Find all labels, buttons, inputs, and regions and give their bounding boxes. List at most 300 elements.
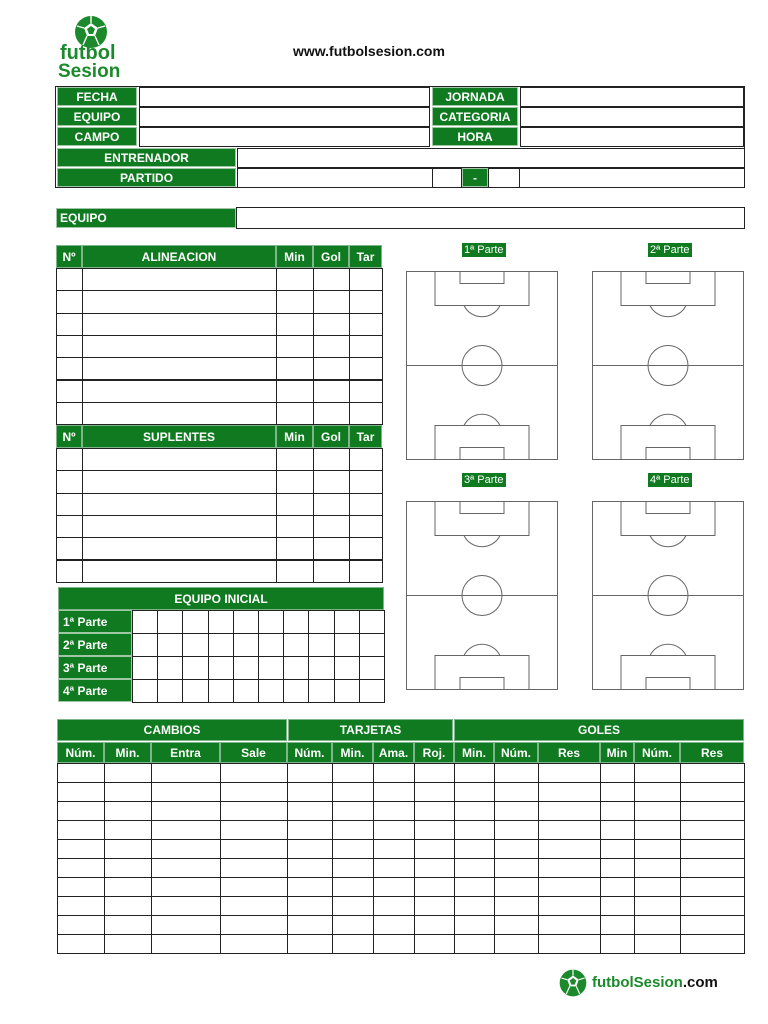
events-cell[interactable] [494, 915, 539, 935]
events-cell[interactable] [494, 934, 539, 954]
events-cell[interactable] [287, 839, 333, 859]
events-cell[interactable] [151, 896, 221, 916]
equipo-inicial-cell[interactable] [132, 656, 158, 680]
events-cell[interactable] [680, 801, 745, 821]
table-cell-num[interactable] [56, 380, 83, 403]
equipo-inicial-cell[interactable] [208, 610, 234, 634]
events-cell[interactable] [57, 782, 105, 802]
events-cell[interactable] [287, 896, 333, 916]
table-cell-tar[interactable] [349, 268, 383, 291]
events-cell[interactable] [220, 820, 288, 840]
events-cell[interactable] [600, 801, 635, 821]
cambios-header: CAMBIOS [57, 719, 287, 741]
events-cell[interactable] [332, 839, 374, 859]
equipo-inicial-cell[interactable] [233, 633, 259, 657]
events-cell[interactable] [600, 934, 635, 954]
events-cell[interactable] [220, 896, 288, 916]
events-cell[interactable] [287, 915, 333, 935]
equipo-inicial-cell[interactable] [359, 656, 385, 680]
equipo-inicial-title: EQUIPO INICIAL [58, 587, 384, 610]
events-cell[interactable] [494, 801, 539, 821]
partido-home-field[interactable] [237, 168, 433, 188]
events-cell[interactable] [220, 877, 288, 897]
equipo-inicial-cell[interactable] [208, 679, 234, 703]
events-cell[interactable] [151, 915, 221, 935]
events-cell[interactable] [287, 877, 333, 897]
events-col-header: Sale [220, 742, 287, 763]
table-cell-min[interactable] [276, 313, 314, 336]
events-cell[interactable] [151, 839, 221, 859]
events-cell[interactable] [104, 839, 152, 859]
events-cell[interactable] [57, 801, 105, 821]
table-cell-gol[interactable] [313, 290, 350, 313]
events-cell[interactable] [538, 915, 601, 935]
events-cell[interactable] [332, 915, 374, 935]
events-col-header: Min [600, 742, 634, 763]
alineacion-tar-header: Tar [349, 245, 382, 268]
equipo-inicial-cell[interactable] [208, 656, 234, 680]
table-cell-tar[interactable] [349, 380, 383, 403]
footer-brand [558, 968, 748, 998]
field-label-4: 4ª Parte [650, 474, 690, 486]
partido-home-score[interactable] [432, 168, 462, 188]
table-cell-num[interactable] [56, 290, 83, 313]
events-cell[interactable] [414, 915, 455, 935]
table-cell-tar[interactable] [349, 313, 383, 336]
table-cell-gol[interactable] [313, 268, 350, 291]
equipo-inicial-cell[interactable] [308, 610, 334, 634]
table-cell-tar[interactable] [349, 357, 383, 380]
equipo-inicial-cell[interactable] [334, 679, 360, 703]
events-cell[interactable] [414, 839, 455, 859]
alineacion-num-header: Nº [56, 245, 82, 268]
table-cell-name[interactable] [82, 515, 277, 538]
events-cell[interactable] [332, 782, 374, 802]
events-cell[interactable] [220, 763, 288, 783]
equipo-inicial-row-label: 2ª Parte [58, 633, 132, 656]
campo-field[interactable] [139, 127, 430, 147]
events-cell[interactable] [414, 763, 455, 783]
events-cell[interactable] [220, 782, 288, 802]
events-cell[interactable] [104, 858, 152, 878]
events-cell[interactable] [634, 896, 681, 916]
table-cell-min[interactable] [276, 357, 314, 380]
events-cell[interactable] [414, 896, 455, 916]
table-cell-num[interactable] [56, 357, 83, 380]
soccer-pitch-diagram[interactable] [406, 271, 558, 460]
footer-brand-futbol: futbol [592, 974, 634, 991]
events-cell[interactable] [104, 915, 152, 935]
events-cell[interactable] [151, 782, 221, 802]
table-cell-name[interactable] [82, 537, 277, 560]
events-cell[interactable] [494, 858, 539, 878]
events-cell[interactable] [454, 782, 495, 802]
events-cell[interactable] [494, 782, 539, 802]
events-cell[interactable] [287, 858, 333, 878]
equipo-inicial-cell[interactable] [157, 610, 183, 634]
equipo-inicial-cell[interactable] [132, 610, 158, 634]
partido-away-score[interactable] [488, 168, 520, 188]
fecha-field[interactable] [139, 87, 430, 107]
events-cell[interactable] [454, 877, 495, 897]
events-cell[interactable] [373, 801, 415, 821]
goles-header: GOLES [454, 719, 744, 741]
equipo-inicial-cell[interactable] [359, 633, 385, 657]
events-cell[interactable] [104, 763, 152, 783]
events-cell[interactable] [287, 763, 333, 783]
table-cell-min[interactable] [276, 448, 314, 471]
suplentes-min-header: Min [276, 425, 313, 448]
table-cell-num[interactable] [56, 448, 83, 471]
events-cell[interactable] [104, 782, 152, 802]
table-cell-gol[interactable] [313, 448, 350, 471]
equipo-inicial-cell[interactable] [258, 610, 284, 634]
equipo-inicial-cell[interactable] [308, 656, 334, 680]
field-label-2: 2ª Parte [650, 244, 690, 256]
events-col-header: Núm. [287, 742, 332, 763]
events-cell[interactable] [494, 763, 539, 783]
label-jornada: JORNADA [432, 87, 518, 106]
table-cell-name[interactable] [82, 313, 277, 336]
events-cell[interactable] [454, 858, 495, 878]
events-cell[interactable] [57, 763, 105, 783]
table-cell-min[interactable] [276, 335, 314, 358]
table-cell-tar[interactable] [349, 290, 383, 313]
table-cell-gol[interactable] [313, 470, 350, 493]
jornada-field[interactable] [520, 87, 744, 107]
table-cell-tar[interactable] [349, 448, 383, 471]
events-cell[interactable] [680, 782, 745, 802]
equipo-inicial-cell[interactable] [233, 656, 259, 680]
equipo-inicial-cell[interactable] [132, 679, 158, 703]
events-cell[interactable] [538, 820, 601, 840]
events-col-header: Núm. [57, 742, 104, 763]
events-cell[interactable] [57, 877, 105, 897]
events-cell[interactable] [600, 858, 635, 878]
events-cell[interactable] [57, 820, 105, 840]
equipo-inicial-cell[interactable] [132, 633, 158, 657]
table-cell-gol[interactable] [313, 357, 350, 380]
events-cell[interactable] [600, 820, 635, 840]
events-cell[interactable] [680, 839, 745, 859]
logo [58, 14, 130, 82]
events-cell[interactable] [220, 858, 288, 878]
events-cell[interactable] [104, 877, 152, 897]
events-cell[interactable] [538, 858, 601, 878]
events-cell[interactable] [287, 820, 333, 840]
table-cell-min[interactable] [276, 537, 314, 560]
events-cell[interactable] [373, 782, 415, 802]
events-col-header: Entra [151, 742, 220, 763]
equipo-inicial-cell[interactable] [258, 679, 284, 703]
equipo-inicial-cell[interactable] [359, 610, 385, 634]
events-cell[interactable] [414, 782, 455, 802]
events-cell[interactable] [454, 896, 495, 916]
events-cell[interactable] [538, 763, 601, 783]
events-cell[interactable] [287, 782, 333, 802]
table-cell-gol[interactable] [313, 402, 350, 425]
events-cell[interactable] [600, 915, 635, 935]
events-cell[interactable] [600, 763, 635, 783]
table-cell-gol[interactable] [313, 493, 350, 516]
events-cell[interactable] [634, 763, 681, 783]
events-cell[interactable] [634, 858, 681, 878]
table-cell-tar[interactable] [349, 493, 383, 516]
events-cell[interactable] [57, 915, 105, 935]
equipo-inicial-row-label: 4ª Parte [58, 679, 132, 702]
table-cell-num[interactable] [56, 493, 83, 516]
alineacion-title: ALINEACION [82, 245, 276, 268]
events-cell[interactable] [454, 915, 495, 935]
events-cell[interactable] [538, 934, 601, 954]
table-cell-name[interactable] [82, 470, 277, 493]
equipo-field[interactable] [139, 107, 430, 127]
events-col-header: Min. [454, 742, 494, 763]
table-cell-name[interactable] [82, 402, 277, 425]
events-cell[interactable] [600, 839, 635, 859]
partido-away-field[interactable] [519, 168, 745, 188]
events-cell[interactable] [151, 877, 221, 897]
table-cell-name[interactable] [82, 380, 277, 403]
equipo-bar-field[interactable] [236, 207, 745, 229]
equipo-inicial-cell[interactable] [258, 656, 284, 680]
events-cell[interactable] [332, 934, 374, 954]
table-cell-gol[interactable] [313, 560, 350, 583]
events-cell[interactable] [151, 801, 221, 821]
events-col-header: Núm. [494, 742, 538, 763]
events-cell[interactable] [332, 801, 374, 821]
table-cell-name[interactable] [82, 560, 277, 583]
events-cell[interactable] [634, 839, 681, 859]
events-cell[interactable] [332, 763, 374, 783]
events-cell[interactable] [454, 839, 495, 859]
equipo-inicial-cell[interactable] [182, 610, 208, 634]
events-cell[interactable] [494, 839, 539, 859]
events-cell[interactable] [220, 915, 288, 935]
table-cell-name[interactable] [82, 268, 277, 291]
table-cell-min[interactable] [276, 515, 314, 538]
equipo-inicial-cell[interactable] [334, 610, 360, 634]
events-cell[interactable] [600, 782, 635, 802]
table-cell-num[interactable] [56, 560, 83, 583]
events-cell[interactable] [414, 877, 455, 897]
alineacion-gol-header: Gol [313, 245, 349, 268]
table-cell-gol[interactable] [313, 537, 350, 560]
label-partido: PARTIDO [57, 168, 236, 187]
events-cell[interactable] [538, 877, 601, 897]
events-cell[interactable] [373, 915, 415, 935]
events-cell[interactable] [104, 820, 152, 840]
label-entrenador: ENTRENADOR [57, 148, 236, 167]
table-cell-name[interactable] [82, 335, 277, 358]
events-col-header: Ama. [373, 742, 414, 763]
table-cell-num[interactable] [56, 268, 83, 291]
equipo-inicial-row-label: 1ª Parte [58, 610, 132, 633]
table-cell-tar[interactable] [349, 470, 383, 493]
events-cell[interactable] [57, 896, 105, 916]
events-cell[interactable] [151, 763, 221, 783]
table-cell-min[interactable] [276, 268, 314, 291]
table-cell-tar[interactable] [349, 335, 383, 358]
events-cell[interactable] [332, 896, 374, 916]
table-cell-num[interactable] [56, 515, 83, 538]
events-cell[interactable] [494, 896, 539, 916]
events-cell[interactable] [454, 820, 495, 840]
events-cell[interactable] [634, 915, 681, 935]
suplentes-title: SUPLENTES [82, 425, 276, 448]
events-cell[interactable] [373, 896, 415, 916]
table-cell-num[interactable] [56, 537, 83, 560]
events-col-header: Min. [332, 742, 373, 763]
events-cell[interactable] [600, 896, 635, 916]
events-cell[interactable] [680, 896, 745, 916]
events-col-header: Res [538, 742, 600, 763]
equipo-inicial-row-label: 3ª Parte [58, 656, 132, 679]
categoria-field[interactable] [520, 107, 744, 127]
equipo-inicial-cell[interactable] [182, 633, 208, 657]
events-cell[interactable] [680, 934, 745, 954]
equipo-inicial-cell[interactable] [283, 633, 309, 657]
equipo-inicial-cell[interactable] [182, 656, 208, 680]
hora-field[interactable] [520, 127, 744, 147]
events-cell[interactable] [454, 934, 495, 954]
events-cell[interactable] [287, 934, 333, 954]
events-cell[interactable] [680, 915, 745, 935]
events-cell[interactable] [57, 839, 105, 859]
events-cell[interactable] [634, 877, 681, 897]
equipo-inicial-cell[interactable] [334, 633, 360, 657]
events-cell[interactable] [220, 934, 288, 954]
events-cell[interactable] [414, 858, 455, 878]
events-cell[interactable] [414, 820, 455, 840]
events-cell[interactable] [634, 782, 681, 802]
table-cell-gol[interactable] [313, 313, 350, 336]
events-cell[interactable] [634, 934, 681, 954]
table-cell-min[interactable] [276, 380, 314, 403]
table-cell-min[interactable] [276, 560, 314, 583]
equipo-inicial-cell[interactable] [182, 679, 208, 703]
table-cell-min[interactable] [276, 402, 314, 425]
events-cell[interactable] [151, 820, 221, 840]
table-cell-num[interactable] [56, 402, 83, 425]
equipo-inicial-cell[interactable] [359, 679, 385, 703]
equipo-inicial-cell[interactable] [308, 679, 334, 703]
events-cell[interactable] [220, 839, 288, 859]
events-cell[interactable] [332, 877, 374, 897]
table-cell-name[interactable] [82, 357, 277, 380]
table-cell-name[interactable] [82, 290, 277, 313]
events-cell[interactable] [373, 934, 415, 954]
events-cell[interactable] [600, 877, 635, 897]
table-cell-min[interactable] [276, 470, 314, 493]
events-cell[interactable] [680, 877, 745, 897]
table-cell-min[interactable] [276, 493, 314, 516]
alineacion-min-header: Min [276, 245, 313, 268]
label-hora: HORA [432, 127, 518, 146]
table-cell-num[interactable] [56, 313, 83, 336]
events-cell[interactable] [332, 820, 374, 840]
events-cell[interactable] [287, 801, 333, 821]
equipo-inicial-cell[interactable] [258, 633, 284, 657]
table-cell-num[interactable] [56, 335, 83, 358]
events-cell[interactable] [332, 858, 374, 878]
soccer-pitch-diagram[interactable] [592, 271, 744, 460]
table-cell-tar[interactable] [349, 560, 383, 583]
table-cell-num[interactable] [56, 470, 83, 493]
equipo-inicial-cell[interactable] [157, 633, 183, 657]
equipo-inicial-cell[interactable] [157, 656, 183, 680]
equipo-inicial-cell[interactable] [283, 679, 309, 703]
events-cell[interactable] [104, 896, 152, 916]
events-cell[interactable] [373, 877, 415, 897]
events-col-header: Min. [104, 742, 151, 763]
table-cell-name[interactable] [82, 493, 277, 516]
events-cell[interactable] [373, 763, 415, 783]
label-categoria: CATEGORIA [432, 107, 518, 126]
events-cell[interactable] [494, 820, 539, 840]
events-cell[interactable] [220, 801, 288, 821]
table-cell-tar[interactable] [349, 537, 383, 560]
table-cell-gol[interactable] [313, 515, 350, 538]
events-cell[interactable] [373, 820, 415, 840]
events-cell[interactable] [538, 782, 601, 802]
table-cell-gol[interactable] [313, 380, 350, 403]
equipo-inicial-cell[interactable] [233, 679, 259, 703]
equipo-inicial-cell[interactable] [157, 679, 183, 703]
events-cell[interactable] [414, 934, 455, 954]
table-cell-tar[interactable] [349, 515, 383, 538]
table-cell-min[interactable] [276, 290, 314, 313]
events-cell[interactable] [414, 801, 455, 821]
events-cell[interactable] [680, 820, 745, 840]
equipo-inicial-cell[interactable] [308, 633, 334, 657]
events-cell[interactable] [680, 763, 745, 783]
events-cell[interactable] [57, 858, 105, 878]
events-cell[interactable] [104, 801, 152, 821]
events-cell[interactable] [373, 839, 415, 859]
events-cell[interactable] [454, 801, 495, 821]
table-cell-tar[interactable] [349, 402, 383, 425]
suplentes-num-header: Nº [56, 425, 82, 448]
events-cell[interactable] [680, 858, 745, 878]
events-cell[interactable] [104, 934, 152, 954]
equipo-inicial-cell[interactable] [283, 656, 309, 680]
tarjetas-header: TARJETAS [288, 719, 453, 741]
events-cell[interactable] [494, 877, 539, 897]
equipo-inicial-cell[interactable] [208, 633, 234, 657]
equipo-inicial-cell[interactable] [233, 610, 259, 634]
events-cell[interactable] [454, 763, 495, 783]
table-cell-name[interactable] [82, 448, 277, 471]
events-cell[interactable] [538, 839, 601, 859]
events-cell[interactable] [151, 934, 221, 954]
label-equipo: EQUIPO [57, 107, 137, 126]
footer-brand-com: .com [682, 974, 718, 991]
events-cell[interactable] [57, 934, 105, 954]
table-cell-gol[interactable] [313, 335, 350, 358]
equipo-inicial-cell[interactable] [334, 656, 360, 680]
soccer-pitch-diagram[interactable] [406, 501, 558, 690]
events-cell[interactable] [538, 801, 601, 821]
soccer-pitch-diagram[interactable] [592, 501, 744, 690]
events-cell[interactable] [373, 858, 415, 878]
equipo-inicial-cell[interactable] [283, 610, 309, 634]
events-cell[interactable] [634, 820, 681, 840]
events-cell[interactable] [538, 896, 601, 916]
entrenador-field[interactable] [237, 148, 745, 168]
events-cell[interactable] [634, 801, 681, 821]
events-cell[interactable] [151, 858, 221, 878]
